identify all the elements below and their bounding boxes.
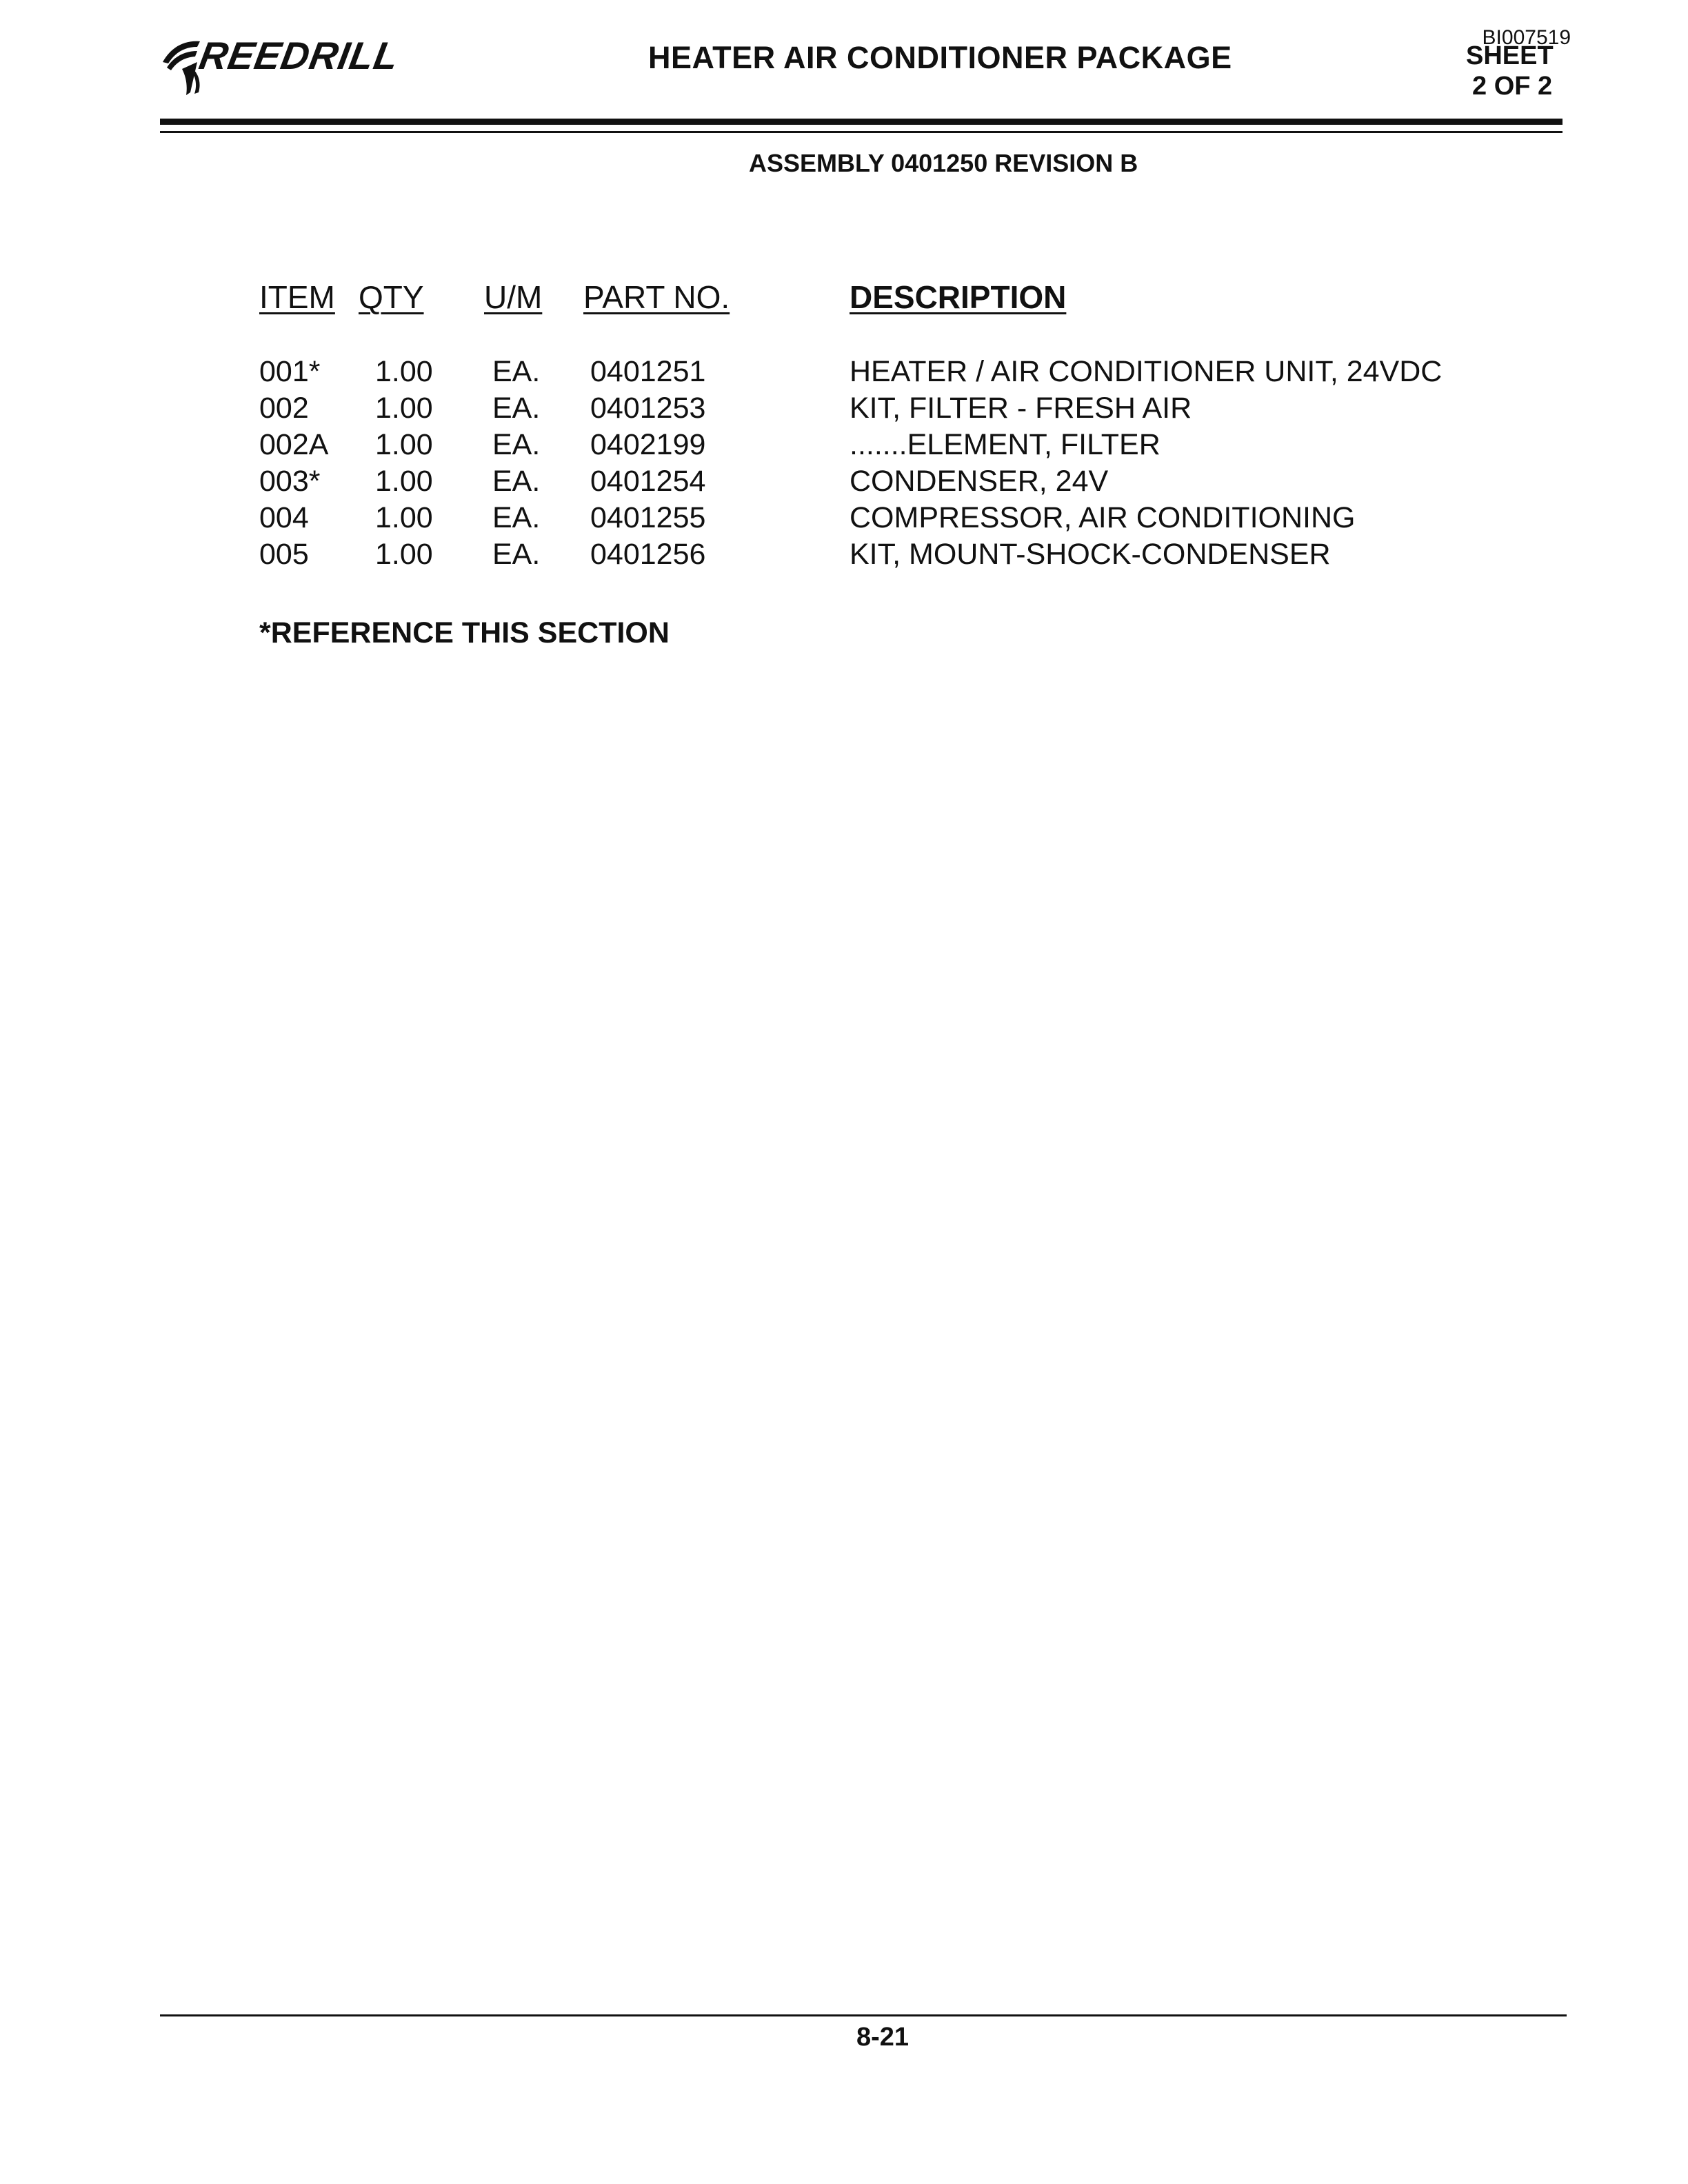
um-cell: EA. bbox=[492, 392, 541, 425]
column-header-um: U/M bbox=[484, 279, 543, 315]
footer-divider bbox=[160, 2014, 1567, 2016]
um-cell: EA. bbox=[492, 538, 541, 571]
column-header-qty: QTY bbox=[359, 279, 424, 315]
table-row bbox=[0, 501, 1688, 538]
table-row bbox=[0, 392, 1688, 428]
um-cell: EA. bbox=[492, 465, 541, 498]
sheet-number: 2 OF 2 bbox=[1472, 72, 1553, 101]
brand-logotype: REEDRILL bbox=[196, 34, 403, 77]
um-cell: EA. bbox=[492, 428, 541, 461]
table-row bbox=[0, 538, 1688, 574]
table-row bbox=[0, 355, 1688, 392]
qty-cell: 1.00 bbox=[375, 428, 433, 461]
qty-cell: 1.00 bbox=[375, 465, 433, 498]
description-cell: KIT, MOUNT-SHOCK-CONDENSER bbox=[850, 538, 1331, 571]
table-row bbox=[0, 428, 1688, 465]
description-cell: .......ELEMENT, FILTER bbox=[850, 428, 1160, 461]
header-divider-thick bbox=[160, 119, 1563, 125]
part-no-cell: 0401255 bbox=[590, 501, 706, 534]
column-header-item: ITEM bbox=[259, 279, 335, 315]
part-no-cell: 0401256 bbox=[590, 538, 706, 571]
description-cell: HEATER / AIR CONDITIONER UNIT, 24VDC bbox=[850, 355, 1443, 388]
qty-cell: 1.00 bbox=[375, 501, 433, 534]
table-row bbox=[0, 465, 1688, 501]
qty-cell: 1.00 bbox=[375, 538, 433, 571]
column-header-description: DESCRIPTION bbox=[850, 279, 1067, 315]
document-id: BI007519 bbox=[1482, 26, 1571, 49]
description-cell: KIT, FILTER - FRESH AIR bbox=[850, 392, 1192, 425]
part-no-cell: 0401254 bbox=[590, 465, 706, 498]
item-cell: 004 bbox=[259, 501, 309, 534]
part-no-cell: 0401253 bbox=[590, 392, 706, 425]
description-cell: CONDENSER, 24V bbox=[850, 465, 1109, 498]
page-title: HEATER AIR CONDITIONER PACKAGE bbox=[648, 40, 1232, 75]
reference-footnote: *REFERENCE THIS SECTION bbox=[259, 616, 670, 649]
description-cell: COMPRESSOR, AIR CONDITIONING bbox=[850, 501, 1356, 534]
item-cell: 002 bbox=[259, 392, 309, 425]
item-cell: 003* bbox=[259, 465, 321, 498]
assembly-subtitle: ASSEMBLY 0401250 REVISION B bbox=[749, 149, 1138, 177]
qty-cell: 1.00 bbox=[375, 355, 433, 388]
part-no-cell: 0401251 bbox=[590, 355, 706, 388]
part-no-cell: 0402199 bbox=[590, 428, 706, 461]
item-cell: 001* bbox=[259, 355, 321, 388]
header-divider-thin bbox=[160, 131, 1563, 133]
page-number: 8-21 bbox=[856, 2023, 910, 2052]
item-cell: 005 bbox=[259, 538, 309, 571]
column-header-part-no: PART NO. bbox=[583, 279, 730, 315]
sheet-label: SHEET bbox=[1466, 41, 1554, 70]
um-cell: EA. bbox=[492, 355, 541, 388]
um-cell: EA. bbox=[492, 501, 541, 534]
item-cell: 002A bbox=[259, 428, 329, 461]
qty-cell: 1.00 bbox=[375, 392, 433, 425]
parts-list bbox=[0, 355, 1688, 574]
